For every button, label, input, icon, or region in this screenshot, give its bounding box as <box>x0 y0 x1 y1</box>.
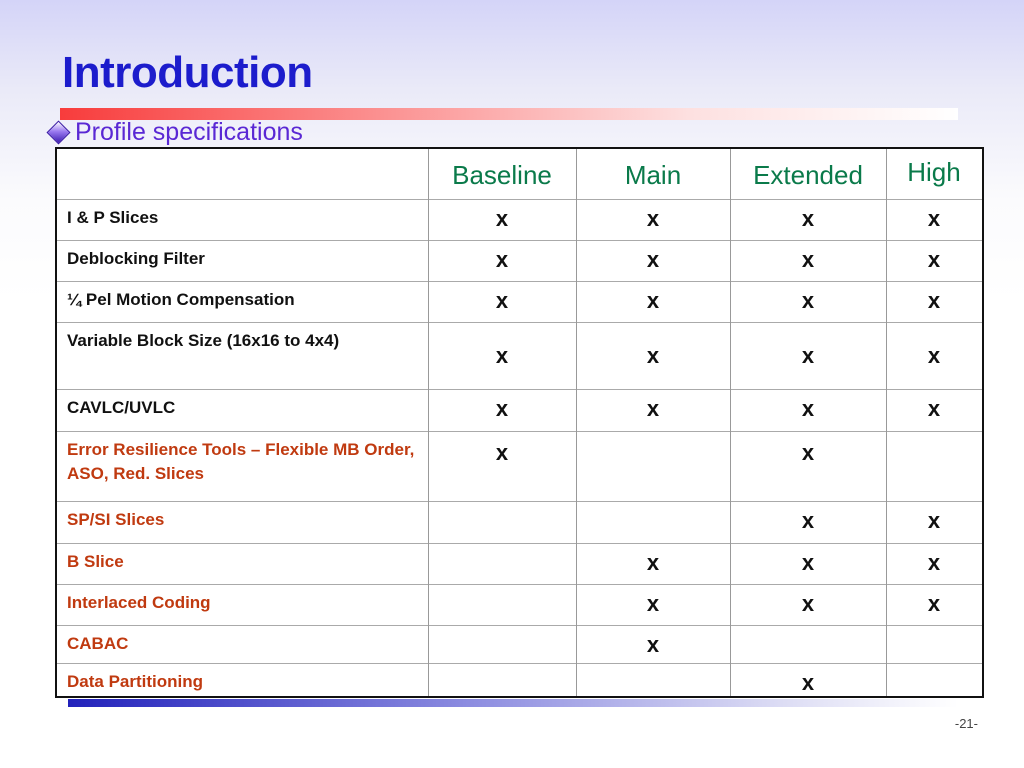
mark-extended: x <box>801 591 815 616</box>
mark-baseline: x <box>495 396 509 421</box>
feature-label: SP/SI Slices <box>67 510 165 529</box>
table-row <box>57 584 982 626</box>
mark-baseline: x <box>495 440 509 465</box>
mark-main: x <box>646 591 660 616</box>
mark-high: x <box>927 396 941 421</box>
feature-label: Interlaced Coding <box>67 593 211 612</box>
table-row <box>57 389 982 432</box>
feature-label: B Slice <box>67 552 124 571</box>
mark-extended: x <box>801 247 815 272</box>
table-row <box>57 625 982 664</box>
bottom-rule <box>68 699 958 707</box>
mark-main: x <box>646 247 660 272</box>
column-divider <box>428 149 429 696</box>
mark-baseline: x <box>495 343 509 368</box>
table-row <box>57 281 982 323</box>
mark-main: x <box>646 632 660 657</box>
mark-extended: x <box>801 206 815 231</box>
subtitle <box>46 118 303 147</box>
mark-baseline <box>428 543 576 584</box>
mark-baseline <box>428 584 576 625</box>
diamond-bullet-icon <box>46 120 70 144</box>
mark-main: x <box>646 343 660 368</box>
mark-baseline: x <box>495 288 509 313</box>
mark-extended: x <box>801 440 815 465</box>
mark-extended: x <box>801 343 815 368</box>
feature-label: Variable Block Size (16x16 to 4x4) <box>67 331 340 350</box>
column-header-main: Main <box>624 160 682 190</box>
mark-baseline: x <box>495 206 509 231</box>
mark-high: x <box>927 508 941 533</box>
feature-label: Error Resilience Tools – Flexible MB Order, ASO, Red. Slices <box>67 440 415 483</box>
column-divider <box>576 149 577 696</box>
mark-main: x <box>646 550 660 575</box>
mark-extended: x <box>801 396 815 421</box>
feature-label: CAVLC/UVLC <box>67 398 176 417</box>
mark-main: x <box>646 396 660 421</box>
mark-extended: x <box>801 508 815 533</box>
mark-high: x <box>927 206 941 231</box>
table-row <box>57 322 982 390</box>
mark-baseline <box>428 663 576 698</box>
mark-high: x <box>927 247 941 272</box>
mark-baseline <box>428 625 576 663</box>
table-row <box>57 431 982 502</box>
feature-label: Deblocking Filter <box>67 249 205 268</box>
page-number: -21- <box>954 716 978 731</box>
mark-high: x <box>927 591 941 616</box>
mark-baseline <box>428 501 576 543</box>
mark-extended <box>730 625 886 663</box>
profile-table <box>55 147 984 698</box>
mark-extended: x <box>801 288 815 313</box>
feature-label: I & P Slices <box>67 208 159 227</box>
mark-high: x <box>927 343 941 368</box>
mark-main: x <box>646 288 660 313</box>
table-row <box>57 663 982 698</box>
feature-label: CABAC <box>67 634 129 653</box>
mark-high <box>886 625 982 663</box>
mark-high <box>886 431 982 501</box>
mark-main <box>576 501 730 543</box>
table-row <box>57 199 982 241</box>
mark-extended: x <box>801 550 815 575</box>
mark-main <box>576 431 730 501</box>
column-header-extended: Extended <box>753 160 863 190</box>
feature-label: Data Partitioning <box>67 672 204 691</box>
table-row <box>57 501 982 544</box>
feature-label: ¼ Pel Motion Compensation <box>67 290 295 309</box>
mark-high <box>886 663 982 698</box>
mark-main <box>576 663 730 698</box>
mark-high: x <box>927 550 941 575</box>
mark-main: x <box>646 206 660 231</box>
slide-title: Introduction <box>62 48 313 97</box>
column-header-high: High <box>907 157 961 187</box>
column-header-baseline: Baseline <box>452 160 552 190</box>
table-row <box>57 240 982 282</box>
mark-high: x <box>927 288 941 313</box>
column-divider <box>730 149 731 696</box>
mark-baseline: x <box>495 247 509 272</box>
mark-extended: x <box>801 670 815 695</box>
column-divider <box>886 149 887 696</box>
table-header-row <box>57 149 982 200</box>
table-row <box>57 543 982 585</box>
subtitle-text: Profile specifications <box>75 118 303 146</box>
